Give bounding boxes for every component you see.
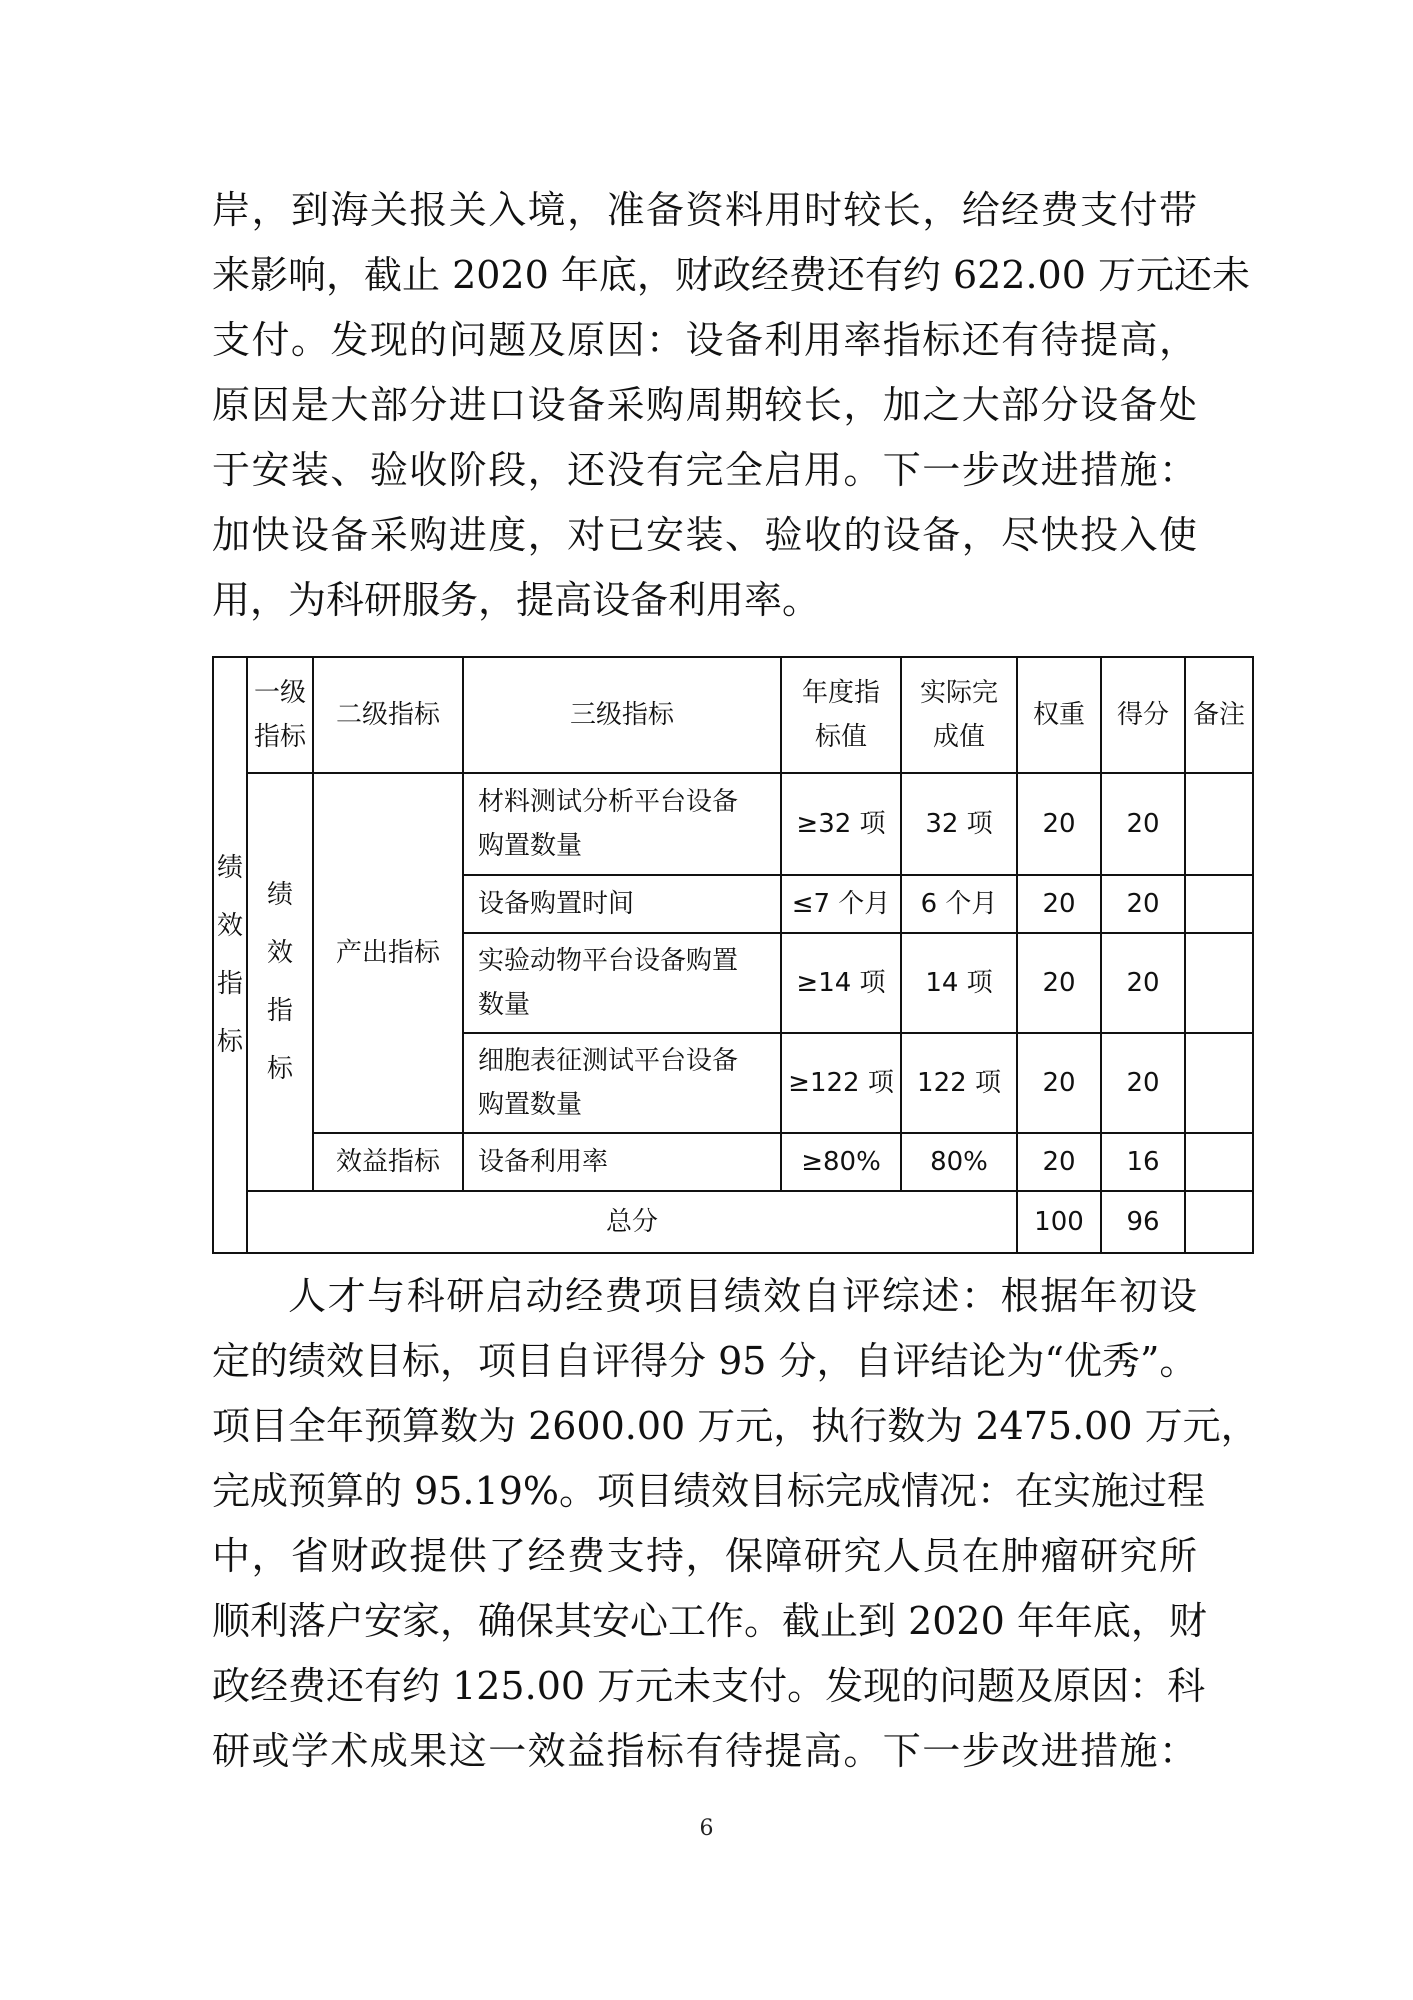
remark-cell bbox=[1185, 933, 1253, 1033]
score-cell: 16 bbox=[1101, 1133, 1185, 1191]
page-number: 6 bbox=[699, 1816, 714, 1841]
outer-label: 绩 效 指 标 bbox=[216, 853, 243, 1057]
remark-cell bbox=[1185, 773, 1253, 875]
weight-cell: 20 bbox=[1017, 1133, 1101, 1191]
header-score: 得分 bbox=[1101, 657, 1185, 773]
text-line: 于安装、验收阶段，还没有完全启用。下一步改进措施： bbox=[212, 448, 1197, 492]
target-cell: ≥122 项 bbox=[781, 1033, 901, 1133]
remark-cell bbox=[1185, 875, 1253, 933]
text-line: 岸，到海关报关入境，准备资料用时较长，给经费支付带 bbox=[212, 188, 1197, 232]
actual-cell: 80% bbox=[901, 1133, 1017, 1191]
header-weight: 权重 bbox=[1017, 657, 1101, 773]
indicator-cell: 材料测试分析平台设备 购置数量 bbox=[463, 773, 781, 875]
text-line: 研或学术成果这一效益指标有待提高。下一步改进措施： bbox=[212, 1729, 1197, 1773]
outer-label-cell bbox=[213, 657, 247, 1253]
target-cell: ≥14 项 bbox=[781, 933, 901, 1033]
score-cell: 20 bbox=[1101, 1033, 1185, 1133]
weight-cell: 20 bbox=[1017, 1033, 1101, 1133]
target-cell: ≤7 个月 bbox=[781, 875, 901, 933]
text-line: 来影响，截止 2020 年底，财政经费还有约 622.00 万元还未 bbox=[212, 253, 1250, 297]
text-line: 完成预算的 95.19%。项目绩效目标完成情况：在实施过程 bbox=[212, 1469, 1205, 1513]
score-cell: 20 bbox=[1101, 773, 1185, 875]
performance-table bbox=[212, 656, 1254, 1254]
total-score: 96 bbox=[1101, 1191, 1185, 1253]
indicator-cell: 设备购置时间 bbox=[463, 875, 781, 933]
header-level3: 三级指标 bbox=[463, 657, 781, 773]
score-cell: 20 bbox=[1101, 875, 1185, 933]
table-row bbox=[213, 773, 1253, 875]
text-line: 定的绩效目标，项目自评得分 95 分，自评结论为“优秀”。 bbox=[212, 1339, 1198, 1383]
output-indicator-label: 产出指标 bbox=[313, 773, 463, 1133]
table-header-row bbox=[213, 657, 1253, 773]
header-actual-value: 实际完 成值 bbox=[901, 657, 1017, 773]
text-line: 加快设备采购进度，对已安装、验收的设备，尽快投入使 bbox=[212, 513, 1197, 557]
header-level2: 二级指标 bbox=[313, 657, 463, 773]
indicator-cell: 实验动物平台设备购置 数量 bbox=[463, 933, 781, 1033]
paragraph-bottom bbox=[212, 1264, 1259, 1784]
actual-cell: 14 项 bbox=[901, 933, 1017, 1033]
text-line: 项目全年预算数为 2600.00 万元，执行数为 2475.00 万元， bbox=[212, 1404, 1259, 1448]
total-remark bbox=[1185, 1191, 1253, 1253]
header-level1: 一级 指标 bbox=[247, 657, 313, 773]
text-line: 中，省财政提供了经费支持，保障研究人员在肿瘤研究所 bbox=[212, 1534, 1197, 1578]
total-label: 总分 bbox=[247, 1191, 1017, 1253]
header-remark: 备注 bbox=[1185, 657, 1253, 773]
level1-label: 绩 效 指 标 bbox=[266, 880, 293, 1084]
remark-cell bbox=[1185, 1133, 1253, 1191]
level1-label-cell bbox=[247, 773, 313, 1191]
actual-cell: 122 项 bbox=[901, 1033, 1017, 1133]
benefit-indicator-label: 效益指标 bbox=[313, 1133, 463, 1191]
score-cell: 20 bbox=[1101, 933, 1185, 1033]
actual-cell: 6 个月 bbox=[901, 875, 1017, 933]
weight-cell: 20 bbox=[1017, 773, 1101, 875]
remark-cell bbox=[1185, 1033, 1253, 1133]
indicator-cell: 设备利用率 bbox=[463, 1133, 781, 1191]
total-weight: 100 bbox=[1017, 1191, 1101, 1253]
text-line: 政经费还有约 125.00 万元未支付。发现的问题及原因：科 bbox=[212, 1664, 1206, 1708]
text-line: 支付。发现的问题及原因：设备利用率指标还有待提高， bbox=[212, 318, 1197, 362]
actual-cell: 32 项 bbox=[901, 773, 1017, 875]
weight-cell: 20 bbox=[1017, 875, 1101, 933]
indicator-cell: 细胞表征测试平台设备 购置数量 bbox=[463, 1033, 781, 1133]
target-cell: ≥80% bbox=[781, 1133, 901, 1191]
weight-cell: 20 bbox=[1017, 933, 1101, 1033]
text-line: 原因是大部分进口设备采购周期较长，加之大部分设备处 bbox=[212, 383, 1197, 427]
text-line: 人才与科研启动经费项目绩效自评综述：根据年初设 bbox=[288, 1274, 1197, 1318]
table-row bbox=[213, 1133, 1253, 1191]
target-cell: ≥32 项 bbox=[781, 773, 901, 875]
paragraph-top bbox=[212, 178, 1250, 633]
text-line: 用，为科研服务，提高设备利用率。 bbox=[212, 578, 821, 622]
text-line: 顺利落户安家，确保其安心工作。截止到 2020 年年底，财 bbox=[212, 1599, 1207, 1643]
total-row bbox=[213, 1191, 1253, 1253]
header-annual-target: 年度指 标值 bbox=[781, 657, 901, 773]
